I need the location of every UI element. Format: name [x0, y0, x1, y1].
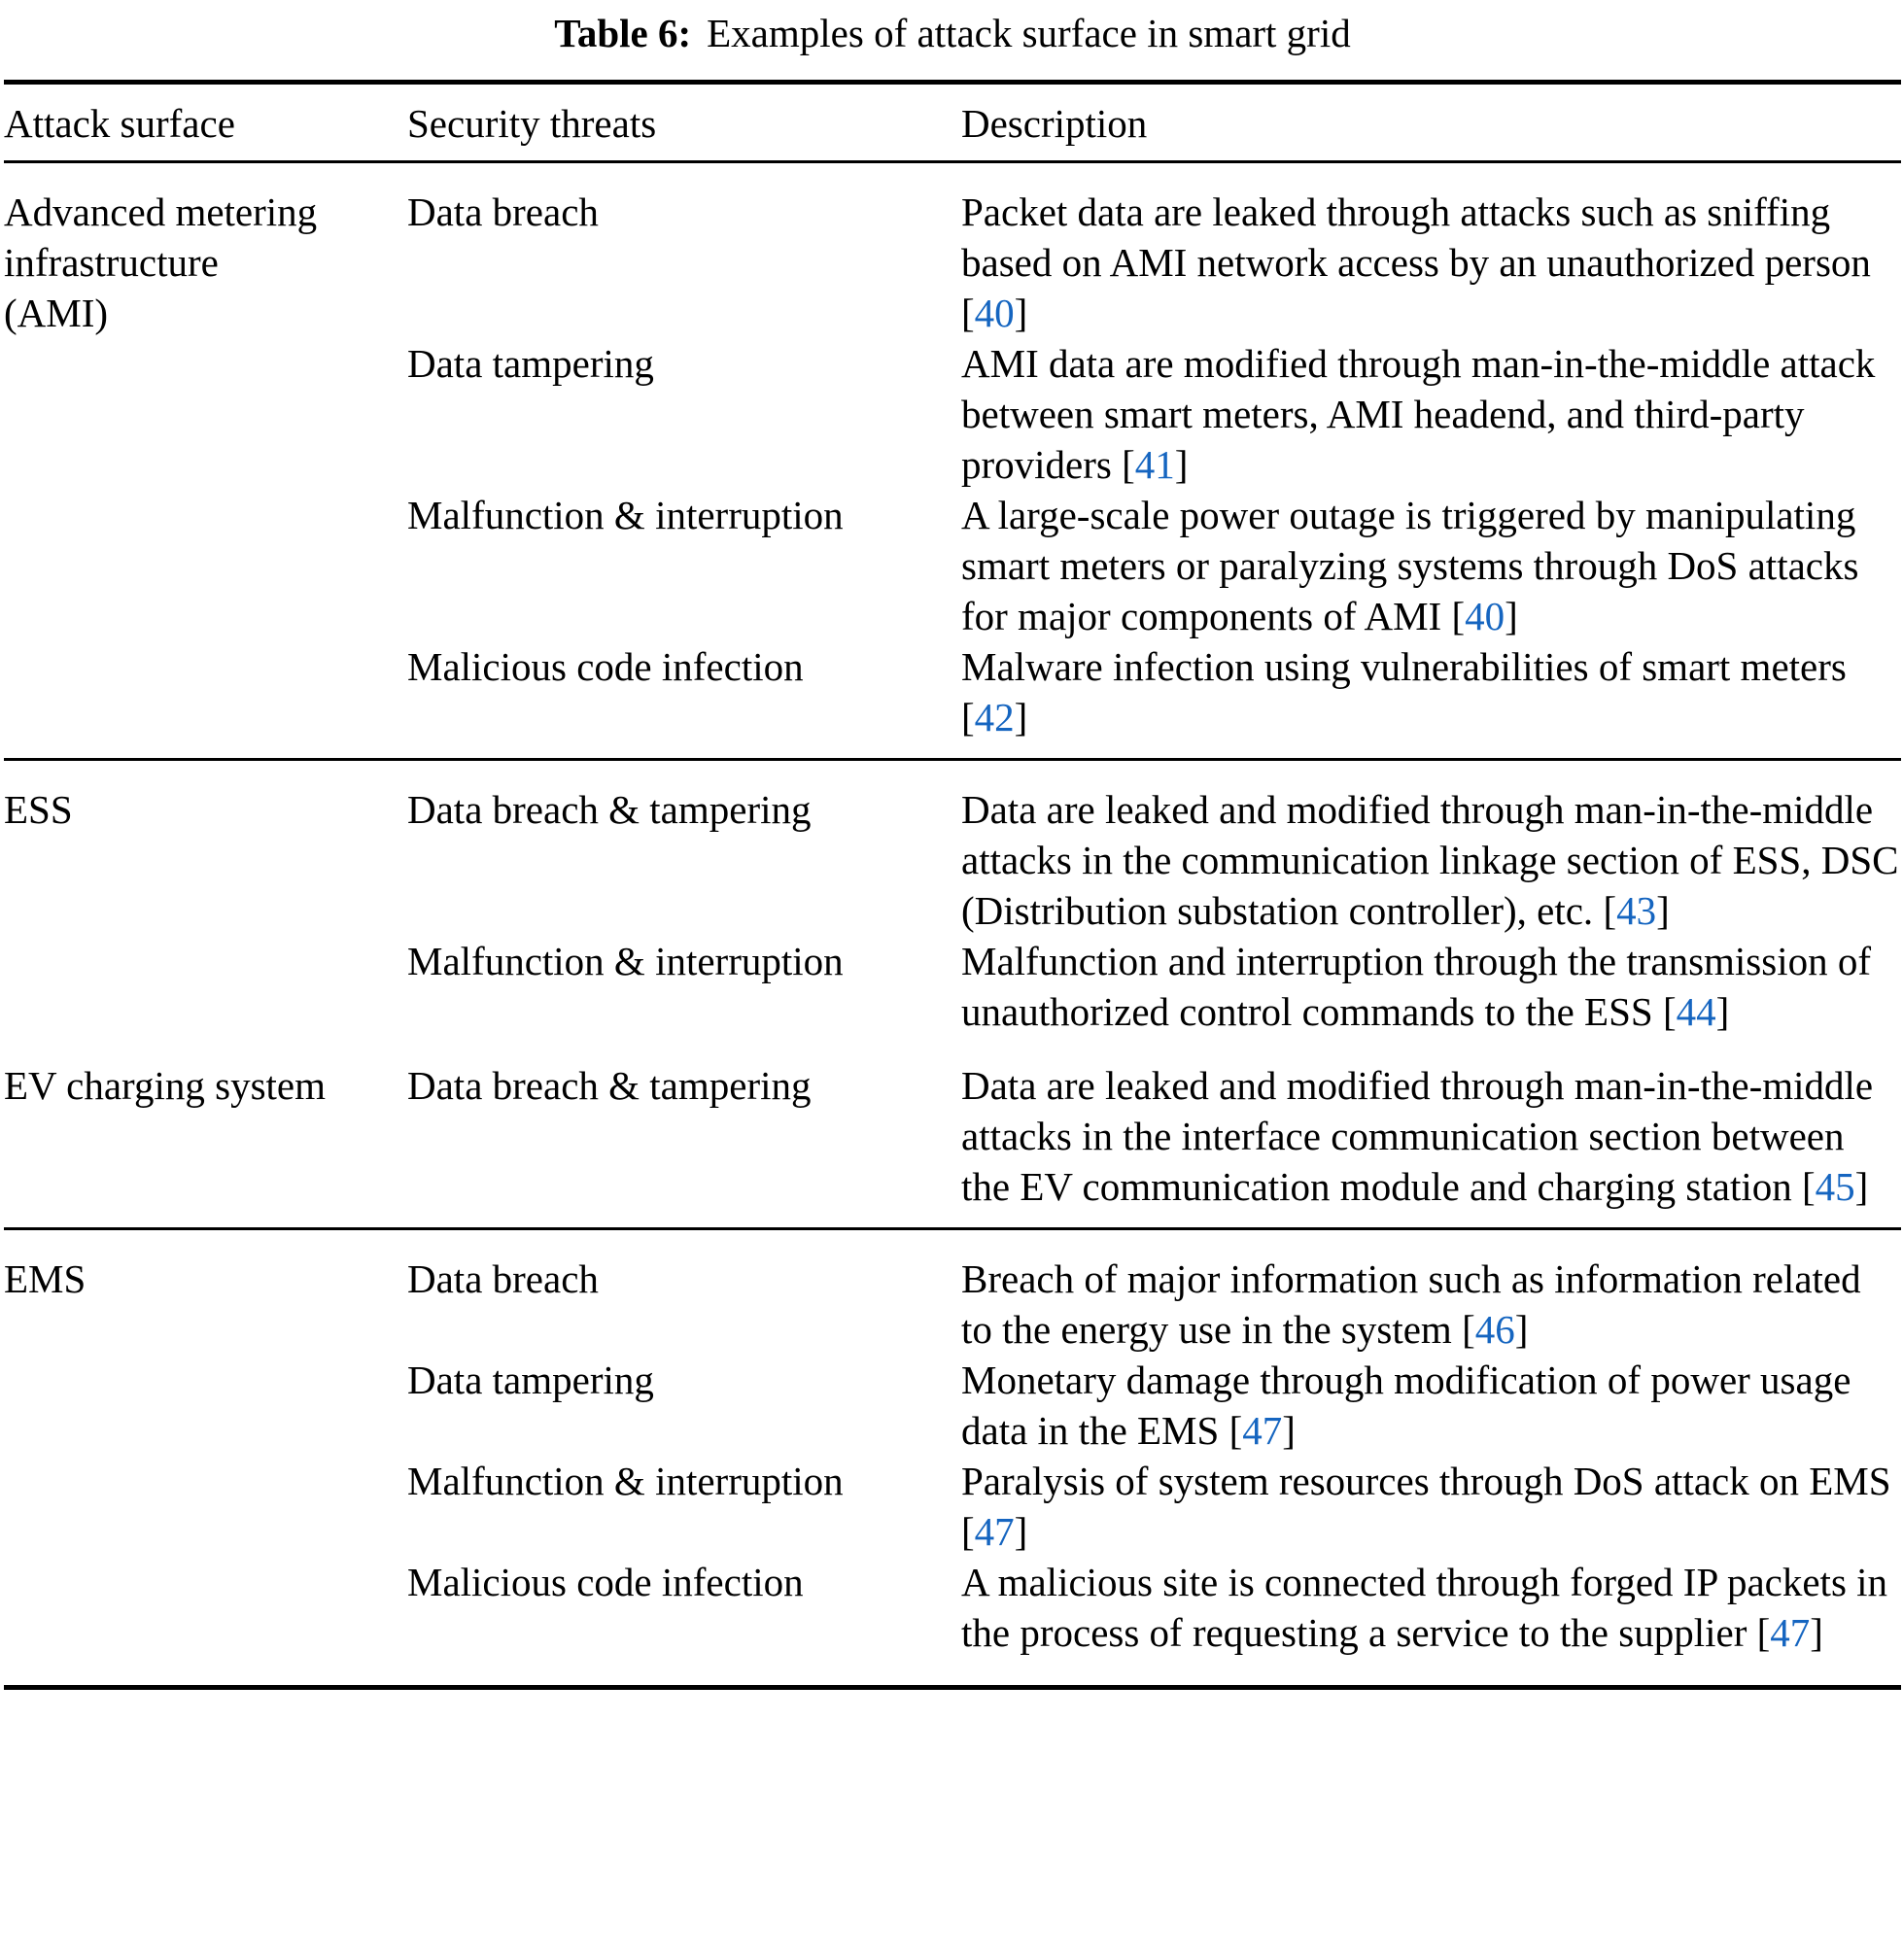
table-caption-text: Examples of attack surface in smart grid — [707, 11, 1351, 55]
security-threat-cell: Malfunction & interruption — [407, 939, 844, 983]
citation-link[interactable]: 42 — [974, 695, 1015, 739]
column-header-description: Description — [961, 101, 1148, 146]
attack-surface-cell: ESS — [4, 787, 73, 832]
citation-link[interactable]: 47 — [974, 1509, 1015, 1554]
security-threat-cell: Data breach — [407, 189, 599, 234]
description-cell: Packet data are leaked through attacks such as sniffing based on AMI network access by an unauthorized person [40] — [961, 189, 1871, 335]
column-header-security-threats: Security threats — [407, 101, 657, 146]
table-row — [4, 490, 1901, 641]
table-section — [4, 163, 1901, 761]
table-row — [4, 1060, 1901, 1212]
column-header-attack-surface: Attack surface — [4, 101, 235, 146]
description-cell: Paralysis of system resources through DoS attack on EMS [47] — [961, 1459, 1891, 1554]
description-cell: Malware infection using vulnerabilities of smart meters [42] — [961, 644, 1847, 739]
table-row — [4, 338, 1901, 490]
description-cell: A large-scale power outage is triggered by manipulating smart meters or paralyzing systems through DoS attacks for major components of AMI [40] — [961, 493, 1859, 638]
security-threat-cell: Data breach — [407, 1256, 599, 1301]
description-cell: AMI data are modified through man-in-the-middle attack between smart meters, AMI headend, and third-party providers [41] — [961, 341, 1876, 487]
security-threat-cell: Malicious code infection — [407, 1560, 804, 1604]
table-row — [4, 1254, 1901, 1355]
security-threat-cell: Data tampering — [407, 1358, 654, 1402]
table-row — [4, 1456, 1901, 1557]
description-cell: Data are leaked and modified through man-in-the-middle attacks in the interface communication section between the EV communication module and charging station [45] — [961, 1063, 1874, 1209]
security-threat-cell: Data breach & tampering — [407, 787, 812, 832]
security-threat-cell: Data tampering — [407, 341, 654, 386]
table-row — [4, 784, 1901, 936]
table-row — [4, 641, 1901, 742]
attack-surface-cell: Advanced metering infrastructure (AMI) — [4, 189, 318, 335]
description-cell: Breach of major information such as information related to the energy use in the system [46] — [961, 1256, 1861, 1352]
citation-link[interactable]: 47 — [1770, 1610, 1811, 1655]
citation-link[interactable]: 43 — [1616, 888, 1657, 933]
table-body — [4, 163, 1901, 1685]
security-threat-cell: Data breach & tampering — [407, 1063, 812, 1108]
citation-link[interactable]: 46 — [1474, 1307, 1515, 1352]
security-threat-cell: Malicious code infection — [407, 644, 804, 689]
attack-surface-table — [4, 80, 1901, 1690]
citation-link[interactable]: 41 — [1134, 442, 1175, 487]
description-cell: Monetary damage through modification of power usage data in the EMS [47] — [961, 1358, 1851, 1453]
table-row — [4, 936, 1901, 1037]
security-threat-cell: Malfunction & interruption — [407, 1459, 844, 1503]
table-header-row — [4, 85, 1901, 163]
description-cell: A malicious site is connected through forged IP packets in the process of requesting a service to the supplier [47] — [961, 1560, 1888, 1655]
citation-link[interactable]: 40 — [974, 291, 1015, 335]
attack-surface-cell: EV charging system — [4, 1063, 327, 1108]
table-caption-label: Table 6: — [554, 11, 692, 55]
table-caption — [4, 8, 1901, 58]
citation-link[interactable]: 44 — [1676, 989, 1716, 1034]
citation-link[interactable]: 45 — [1815, 1164, 1855, 1209]
table-section — [4, 1230, 1901, 1685]
security-threat-cell: Malfunction & interruption — [407, 493, 844, 537]
citation-link[interactable]: 47 — [1242, 1408, 1283, 1453]
table-row — [4, 1557, 1901, 1658]
table-row — [4, 187, 1901, 338]
table-section — [4, 761, 1901, 1037]
table-section — [4, 1037, 1901, 1230]
description-cell: Malfunction and interruption through the transmission of unauthorized control commands to the ESS [44] — [961, 939, 1872, 1034]
description-cell: Data are leaked and modified through man-in-the-middle attacks in the communication linkage section of ESS, DSC (Distribution substation controller), etc. [43] — [961, 787, 1899, 933]
table-row — [4, 1355, 1901, 1456]
citation-link[interactable]: 40 — [1465, 594, 1505, 638]
attack-surface-cell: EMS — [4, 1256, 86, 1301]
